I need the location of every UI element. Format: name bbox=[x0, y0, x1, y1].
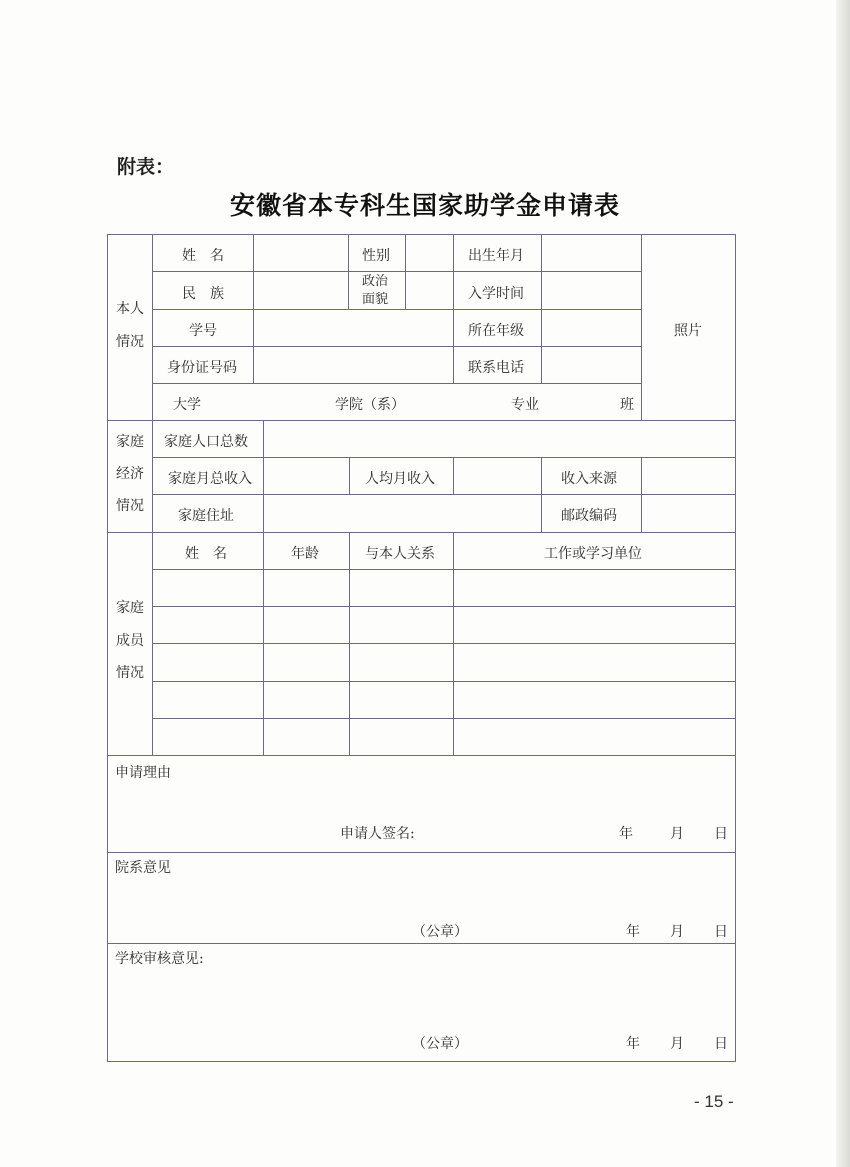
col-line bbox=[453, 234, 454, 383]
label-application-reason: 申请理由 bbox=[115, 765, 171, 781]
row-line bbox=[152, 383, 641, 384]
label-enroll-time: 入学时间 bbox=[468, 286, 524, 302]
table-border-bottom bbox=[107, 1061, 736, 1062]
section-line bbox=[107, 755, 736, 756]
section-label-economy-1: 家庭 bbox=[116, 434, 144, 450]
section-label-personal-2: 情况 bbox=[116, 334, 144, 350]
label-name: 姓 名 bbox=[182, 248, 224, 264]
row-line bbox=[152, 346, 641, 347]
section-label-economy-2: 经济 bbox=[116, 466, 144, 482]
label-school-opinion: 学校审核意见: bbox=[115, 951, 204, 967]
col-line bbox=[453, 457, 454, 494]
label-postcode: 邮政编码 bbox=[561, 508, 617, 524]
section-line bbox=[107, 852, 736, 853]
col-line bbox=[263, 532, 264, 755]
label-gender: 性别 bbox=[362, 248, 390, 264]
row-line bbox=[152, 718, 736, 719]
label-id-number: 身份证号码 bbox=[167, 360, 237, 376]
date-month: 月 bbox=[670, 924, 684, 940]
col-line bbox=[348, 234, 349, 309]
row-line bbox=[152, 606, 736, 607]
col-line bbox=[541, 457, 542, 532]
photo-placeholder: 照片 bbox=[674, 323, 702, 339]
section-line bbox=[107, 420, 736, 421]
label-family-population: 家庭人口总数 bbox=[164, 434, 248, 450]
form-title: 安徽省本专科生国家助学金申请表 bbox=[229, 191, 620, 220]
label-income-source: 收入来源 bbox=[561, 471, 617, 487]
row-line bbox=[152, 681, 736, 682]
col-line bbox=[405, 234, 406, 309]
date-day: 日 bbox=[714, 826, 728, 842]
label-column-line bbox=[152, 234, 153, 755]
label-university: 大学 bbox=[173, 397, 201, 413]
col-line bbox=[541, 234, 542, 383]
label-monthly-income: 家庭月总收入 bbox=[168, 471, 252, 487]
col-line bbox=[253, 234, 254, 383]
section-label-members-1: 家庭 bbox=[116, 600, 144, 616]
label-applicant-signature: 申请人签名: bbox=[340, 826, 415, 842]
table-border-right bbox=[735, 234, 736, 1062]
label-family-address: 家庭住址 bbox=[178, 508, 234, 524]
label-political-1: 政治 bbox=[362, 274, 389, 289]
page-edge-shadow bbox=[836, 0, 850, 1167]
section-line bbox=[107, 943, 736, 944]
label-class: 班 bbox=[620, 397, 634, 413]
section-label-members-2: 成员 bbox=[116, 633, 144, 649]
date-year: 年 bbox=[626, 1036, 640, 1052]
label-department-opinion: 院系意见 bbox=[115, 860, 171, 876]
label-per-capita-income: 人均月收入 bbox=[365, 471, 435, 487]
section-line bbox=[107, 532, 736, 533]
date-year: 年 bbox=[619, 826, 633, 842]
row-line bbox=[152, 643, 736, 644]
label-phone: 联系电话 bbox=[468, 360, 524, 376]
column-header-work-unit: 工作或学习单位 bbox=[544, 546, 642, 562]
label-college: 学院（系） bbox=[335, 397, 405, 413]
table-border-left bbox=[107, 234, 108, 1062]
section-label-economy-3: 情况 bbox=[116, 498, 144, 514]
section-label-members-3: 情况 bbox=[116, 665, 144, 681]
label-school-seal: （公章） bbox=[412, 1036, 468, 1052]
row-line bbox=[152, 457, 736, 458]
column-header-relation: 与本人关系 bbox=[365, 546, 435, 562]
attachment-label: 附表： bbox=[117, 156, 175, 178]
page-number: - 15 - bbox=[694, 1092, 734, 1111]
date-month: 月 bbox=[670, 826, 684, 842]
col-line bbox=[453, 532, 454, 755]
label-major: 专业 bbox=[511, 397, 539, 413]
label-grade: 所在年级 bbox=[468, 323, 524, 339]
label-ethnicity: 民 族 bbox=[182, 286, 224, 302]
row-line bbox=[152, 569, 736, 570]
row-line bbox=[152, 494, 736, 495]
date-month: 月 bbox=[670, 1036, 684, 1052]
label-political-2: 面貌 bbox=[362, 292, 389, 307]
col-line bbox=[641, 457, 642, 532]
date-day: 日 bbox=[714, 924, 728, 940]
col-line bbox=[349, 457, 350, 494]
col-line bbox=[263, 420, 264, 532]
col-line bbox=[349, 532, 350, 755]
label-student-id: 学号 bbox=[189, 323, 217, 339]
section-label-personal-1: 本人 bbox=[116, 301, 144, 317]
label-birth: 出生年月 bbox=[468, 248, 524, 264]
column-header-age: 年龄 bbox=[291, 546, 319, 562]
date-year: 年 bbox=[626, 924, 640, 940]
date-day: 日 bbox=[714, 1036, 728, 1052]
row-line bbox=[152, 309, 641, 310]
row-line bbox=[152, 271, 641, 272]
column-header-name: 姓 名 bbox=[185, 546, 227, 562]
photo-column-line bbox=[641, 234, 642, 420]
label-department-seal: （公章） bbox=[412, 924, 468, 940]
